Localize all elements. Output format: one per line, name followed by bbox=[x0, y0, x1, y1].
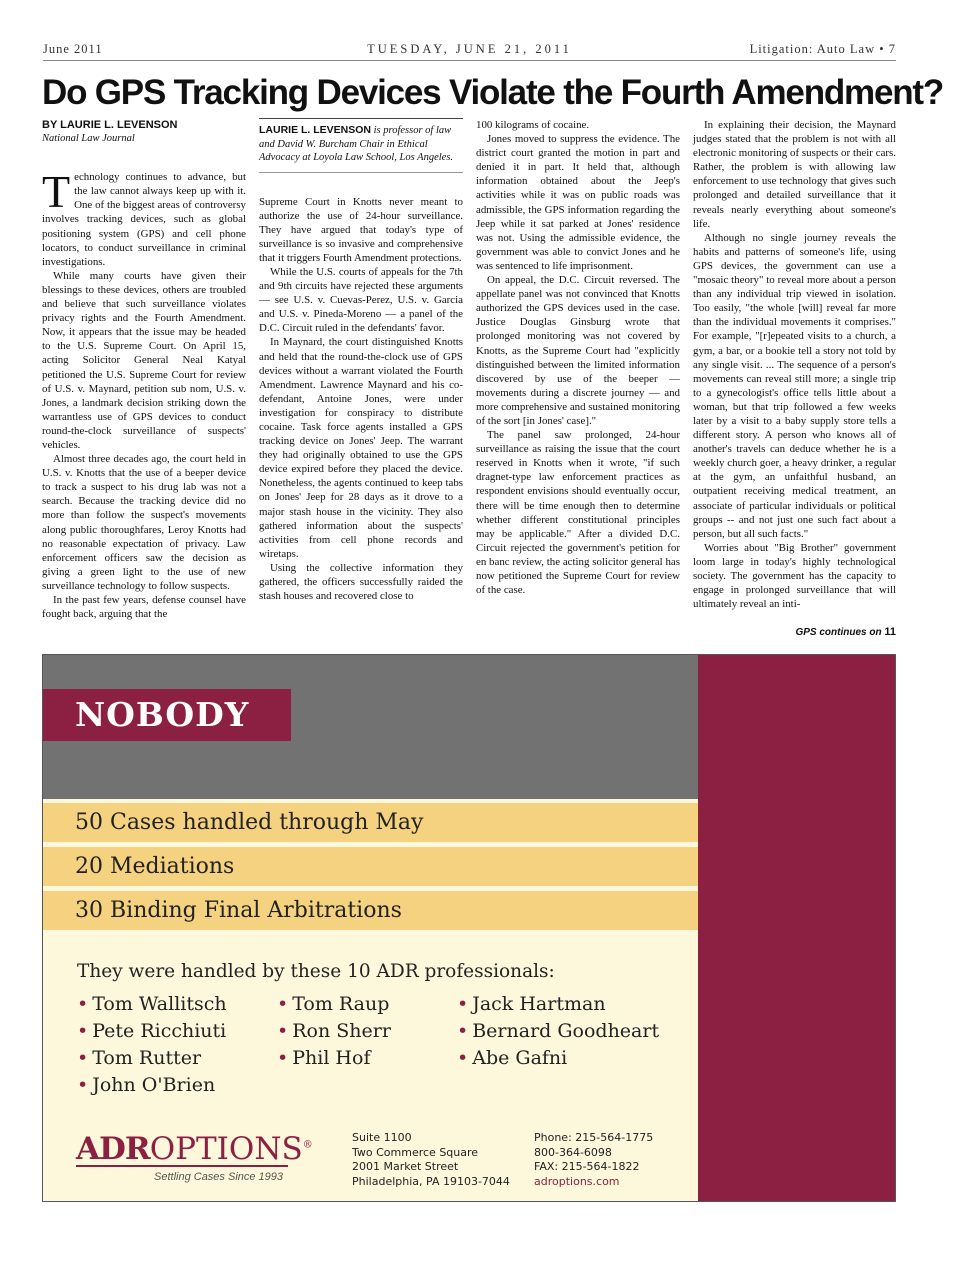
article-headline: Do GPS Tracking Devices Violate the Fourth Amendment? bbox=[42, 73, 944, 112]
list-item: • Tom Wallitsch bbox=[77, 993, 227, 1015]
byline: BY LAURIE L. LEVENSON bbox=[42, 119, 178, 131]
header-rule bbox=[43, 60, 896, 61]
ad-website-link[interactable]: adroptions.com bbox=[534, 1174, 620, 1188]
names-column-1 bbox=[77, 991, 227, 1099]
paragraph: Technology continues to advance, but the law cannot always keep up with it. One of the biggest areas of controversy involves tracking devices, such as global positioning system (GPS) and cell phone locators, to conduct surveillance in criminal investigations. bbox=[42, 166, 246, 268]
ad-band-mediations: 20 Mediations bbox=[43, 847, 698, 886]
header-date: June 2011 bbox=[43, 42, 103, 56]
article-column-3 bbox=[476, 118, 680, 597]
continued-page: 11 bbox=[884, 626, 896, 638]
drop-cap: T bbox=[42, 166, 71, 218]
paragraph: The panel saw prolonged, 24-hour surveillance as raising the issue that the court reserved in Knotts when it wrote, "if such dragnet-type law enforcement practices as respondent envisions should eventually occur, there will be time enough then to determine whether different constitutional principles may be applicable." After a divided D.C. Circuit rejected the government's petition for en banc review, the acting solicitor general has now petitioned the Supreme Court for review of the case. bbox=[476, 429, 680, 597]
ad-red-panel bbox=[698, 655, 896, 1202]
ad-handled-text: They were handled by these 10 ADR professionals: bbox=[77, 961, 555, 982]
logo-tagline: Settling Cases Since 1993 bbox=[154, 1171, 284, 1183]
publication-name: National Law Journal bbox=[42, 133, 135, 145]
paragraph: Although no single journey reveals the habits and patterns of someone's life, using GPS devices, the government can use a "mosaic theory" to reveal more about a person than any individual trip viewed in isolation. Too easily, "the whole [will] reveal far more than the individual movements it comprises." For example, "[r]epeated visits to a church, a gym, a bar, or a bookie tell a story not told by any single visit. ... The sequence of a person's movements can reveal still more; a single trip to a gynecologist's office tells little about a woman, but that trip followed a few weeks later by a visit to a baby supply store tells a different story. A person who knows all of another's travels can deduce whether he is a weekly church goer, a heavy drinker, a regular at the gym, an unfaithful husband, an outpatient receiving medical treatment, an associate of particular individuals or political groups -- and not just one such fact about a person, but all such facts." bbox=[693, 231, 896, 540]
list-item: • Bernard Goodheart bbox=[457, 1020, 660, 1042]
paragraph: Almost three decades ago, the court held in U.S. v. Knotts that the use of a beeper device to track a suspect to his drug lab was not a search. Because the tracking device did no more than follow the suspect's movements along public thoroughfares, Leroy Knotts had no reasonable expectation of privacy. Law enforcement officers saw the decision as giving a green light to the use of new surveillance technology to follow suspects. bbox=[42, 453, 246, 592]
names-column-3 bbox=[457, 991, 659, 1072]
list-item: • Jack Hartman bbox=[457, 993, 606, 1015]
bio-text: is professor of law and David W. Burcham Chair in Ethical Advocacy at Loyola Law School, Los Angeles. bbox=[259, 125, 454, 163]
paragraph: Jones moved to suppress the evidence. The district court granted the motion in part and denied it in part. It held that, although information obtained about the Jeep's activities while it was on public roads was admissible, the GPS information regarding the Jeep while it sat parked at Jones' residence was not. Using the admissible evidence, the government was able to convict Jones and he was sentenced to life imprisonment. bbox=[476, 133, 680, 272]
ad-tollfree: 800-364-6098 bbox=[534, 1145, 612, 1159]
ad-band-cases: 50 Cases handled through May bbox=[43, 803, 698, 842]
paragraph: On appeal, the D.C. Circuit reversed. The appellate panel was not convinced that Knotts authorized the GPS devices used in the case. Justice Douglas Ginsburg wrote that prolonged monitoring was not covered by Knotts, as the Supreme Court had "explicitly distinguished between the limited information discovered by use of the beeper — movements during a discrete journey — and more comprehensive and sustained monitoring of the sort [in Jones' case]." bbox=[476, 274, 680, 427]
author-bio bbox=[259, 118, 463, 173]
ad-fax: FAX: 215-564-1822 bbox=[534, 1160, 640, 1173]
list-item: • Ron Sherr bbox=[277, 1020, 391, 1042]
list-item: • Tom Raup bbox=[277, 993, 390, 1015]
adr-options-logo: ADROPTIONS® Settling Cases Since 1993 bbox=[76, 1131, 312, 1183]
list-item: • Phil Hof bbox=[277, 1047, 371, 1069]
paragraph: While the U.S. courts of appeals for the 7th and 9th circuits have rejected these arguments — see U.S. v. Cuevas-Perez, U.S. v. Garcia and U.S. v. Pineda-Moreno — a panel of the D.C. Circuit ruled in the defendants' favor. bbox=[259, 265, 463, 335]
paragraph: Worries about "Big Brother" government loom large in today's highly technological society. The government has the capacity to engage in prolonged surveillance that will ultimately reveal an inti- bbox=[693, 541, 896, 611]
ad-phone: Phone: 215-564-1775 bbox=[534, 1131, 654, 1144]
names-column-2 bbox=[277, 991, 391, 1072]
ad-contact bbox=[534, 1131, 653, 1189]
paragraph: While many courts have given their blessings to these devices, others are troubled and believe that such surveillance violates privacy rights and the Fourth Amendment. Now, it appears that the issue may be headed to the U.S. Supreme Court. On April 15, acting Solicitor General Neal Katyal petitioned the U.S. Supreme Court for review of U.S. v. Maynard, petition sub nom, U.S. v. Jones, a landmark decision striking down the warrantless use of GPS devices to conduct round-the-clock surveillance of suspects' vehicles. bbox=[42, 269, 246, 451]
continuation-line[interactable] bbox=[795, 626, 896, 638]
continued-text: GPS continues on bbox=[795, 627, 882, 638]
ad-address: Suite 1100 Two Commerce Square 2001 Market Street Philadelphia, PA 19103-7044 bbox=[352, 1131, 510, 1188]
paragraph: In Maynard, the court distinguished Knotts and held that the round-the-clock use of GPS devices without a warrant violated the Fourth Amendment. Lawrence Maynard and his co-defendant, Antoine Jones, were under investigation for conspiracy to distribute cocaine. Task force agents installed a GPS tracking device on Jones' Jeep. The warrant they had originally obtained to use the GPS device expired before they placed the device. Nonetheless, the agents continued to keep tabs on Jones' Jeep for 28 days as it drove to a major stash house in the vicinity. They also gathered information about the suspects' activities from cell phone records and wiretaps. bbox=[259, 336, 463, 560]
list-item: • Tom Rutter bbox=[77, 1047, 202, 1069]
paragraph: Using the collective information they gathered, the officers successfully raided the stash houses and recovered close to bbox=[259, 561, 463, 603]
header-section: Litigation: Auto Law • 7 bbox=[749, 42, 896, 56]
bio-name: LAURIE L. LEVENSON bbox=[259, 124, 372, 136]
article-column-4 bbox=[693, 118, 896, 611]
list-item: • John O'Brien bbox=[77, 1074, 216, 1096]
adr-options-advertisement[interactable] bbox=[42, 654, 896, 1202]
article-column-1 bbox=[42, 118, 246, 621]
list-item: • Abe Gafni bbox=[457, 1047, 568, 1069]
header-dateline: TUESDAY, JUNE 21, 2011 bbox=[367, 42, 572, 56]
article-column-2 bbox=[259, 118, 463, 603]
paragraph: 100 kilograms of cocaine. bbox=[476, 119, 590, 131]
paragraph: In explaining their decision, the Maynard judges stated that the problem is not with all electronic monitoring of suspects or their cars. Rather, the problem is with allowing law enforcement to use technology that gives such prolonged and detailed surveillance that it reveals nearly everything about someone's life. bbox=[693, 119, 896, 230]
ad-headline: NOBODY bbox=[43, 689, 291, 741]
paragraph: In the past few years, defense counsel have fought back, arguing that the bbox=[42, 594, 246, 621]
paragraph: Supreme Court in Knotts never meant to authorize the use of 24-hour surveillance. They have argued that today's type of surveillance is so invasive and comprehensive that it triggers Fourth Amendment protections. bbox=[259, 195, 463, 264]
ad-band-arbitrations: 30 Binding Final Arbitrations bbox=[43, 891, 698, 930]
list-item: • Pete Ricchiuti bbox=[77, 1020, 227, 1042]
running-header bbox=[43, 42, 896, 60]
